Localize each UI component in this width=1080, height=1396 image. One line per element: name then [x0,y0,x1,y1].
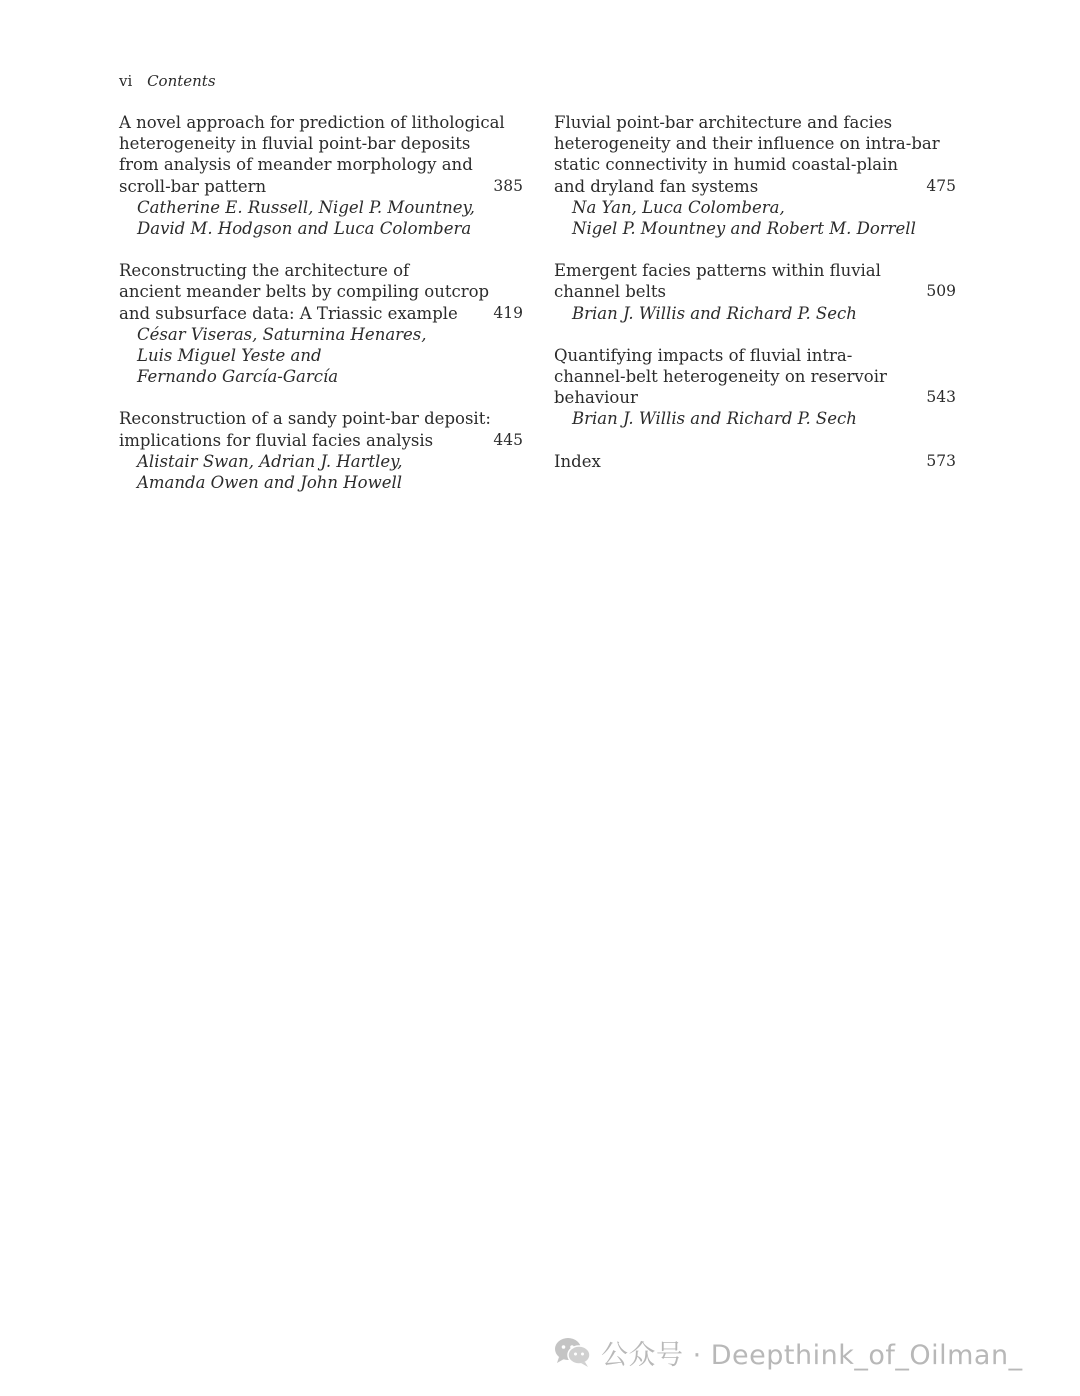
section-title: Contents [147,72,216,90]
toc-entry [554,451,956,472]
toc-title-line: Reconstructing the architecture of [119,261,410,281]
running-head [119,70,216,92]
toc-author-line: David M. Hodgson and Luca Colombera [137,219,472,239]
toc-author-line: Brian J. Willis and Richard P. Sech [572,409,857,429]
toc-entry [554,345,956,430]
toc-author-line: Alistair Swan, Adrian J. Hartley, [137,451,403,471]
toc-title-line: Emergent facies patterns within fluvial [554,261,881,281]
toc-title-line: from analysis of meander morphology and [119,155,473,175]
toc-title-line: heterogeneity and their influence on intra-bar [554,134,940,154]
page-folio: vi [119,72,133,90]
toc-author-line: Brian J. Willis and Richard P. Sech [572,303,857,323]
toc-page-number: 419 [493,303,523,322]
toc-entry-title [119,260,523,324]
toc-entry-authors [119,451,523,493]
toc-author-line: Nigel P. Mountney and Robert M. Dorrell [572,219,916,239]
toc-author-line: Amanda Owen and John Howell [137,473,403,493]
toc-entry [554,112,956,239]
toc-title-line: channel-belt heterogeneity on reservoir [554,367,887,387]
toc-entry [119,260,523,387]
watermark [553,1334,1023,1370]
contents-left-column [119,112,523,514]
contents-right-column [554,112,956,493]
toc-page-number: 445 [493,430,523,449]
toc-title-line: Index [554,451,601,471]
toc-entry-authors [119,197,523,239]
toc-page-number: 543 [926,388,956,407]
toc-title-line: scroll-bar pattern [119,176,267,196]
toc-entry-authors [554,303,956,324]
toc-author-line: Na Yan, Luca Colombera, [572,197,785,217]
toc-page-number: 573 [926,451,956,470]
toc-entry-title [554,112,956,197]
toc-entry-authors [554,197,956,239]
toc-page-number: 385 [493,176,523,195]
toc-entry [119,408,523,493]
toc-page-number: 509 [926,282,956,301]
toc-title-line: Reconstruction of a sandy point-bar deposit: [119,409,491,429]
wechat-icon [553,1336,593,1368]
toc-title-line: behaviour [554,388,638,408]
toc-title-line: implications for fluvial facies analysis [119,430,434,450]
toc-author-line: Fernando García-García [137,367,339,387]
toc-title-line: ancient meander belts by compiling outcrop [119,282,490,302]
toc-title-line: A novel approach for prediction of lithological [119,113,505,132]
toc-entry-title [554,451,956,472]
toc-author-line: Catherine E. Russell, Nigel P. Mountney, [137,197,475,217]
toc-entry-title [119,112,523,197]
toc-entry-authors [119,324,523,388]
toc-title-line: channel belts [554,282,666,302]
toc-title-line: Quantifying impacts of fluvial intra- [554,345,853,365]
toc-entry-authors [554,408,956,429]
toc-page-number: 475 [926,176,956,195]
toc-entry-title [554,260,956,302]
toc-title-line: and dryland fan systems [554,176,759,196]
toc-author-line: César Viseras, Saturnina Henares, [137,324,427,344]
toc-title-line: heterogeneity in fluvial point-bar deposits [119,134,471,154]
watermark-text: 公众号 · Deepthink_of_Oilman_ [601,1339,1023,1371]
toc-entry-title [554,345,956,409]
toc-title-line: static connectivity in humid coastal-plain [554,155,898,175]
toc-title-line: and subsurface data: A Triassic example [119,303,458,323]
toc-author-line: Luis Miguel Yeste and [137,346,322,366]
toc-entry [554,260,956,324]
toc-entry-title [119,408,523,450]
toc-entry [119,112,523,239]
toc-title-line: Fluvial point-bar architecture and facies [554,113,893,132]
